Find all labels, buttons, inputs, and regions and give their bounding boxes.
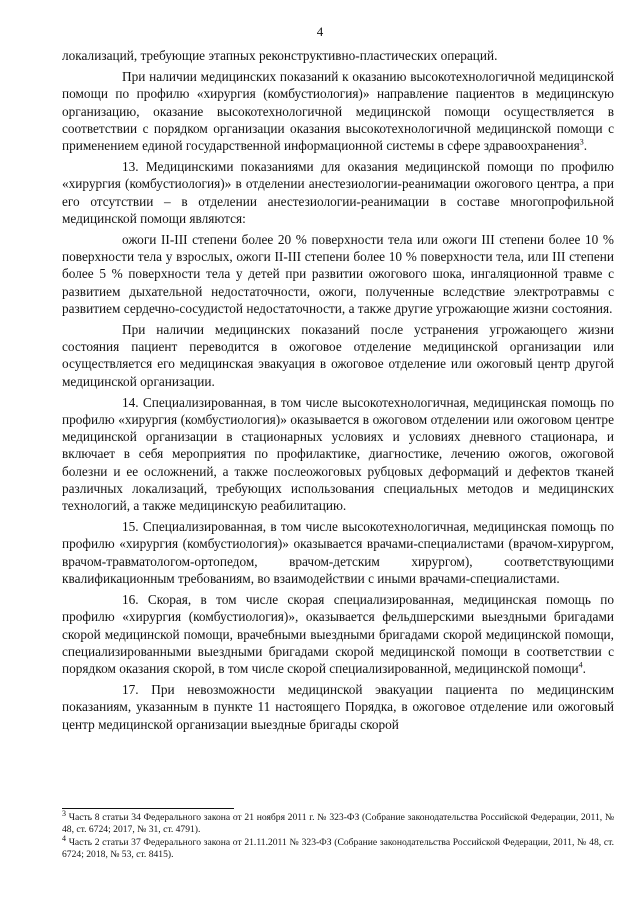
paragraph-15: 15. Специализированная, в том числе высокотехнологичная, медицинская помощь по профилю «хирургия (комбустиология)» оказывается врачами-специалистами (врачом-хирургом, врачом-травматологом-ортопедом, врачом-детским хирургом), соответствующими квалификационным требованиям, во взаимодействии с иными врачами-специалистами.	[62, 519, 614, 586]
paragraph-ending: .	[582, 660, 586, 676]
paragraph-13: 13. Медицинскими показаниями для оказания медицинской помощи по профилю «хирургия (комбустиология)» в отделении анестезиологии-реанимации ожогового центра, а при его отсутствии – в отделении анестезиологии-реанимации в составе многопрофильной медицинской помощи являются:	[62, 159, 614, 226]
paragraph-high-tech-care	[62, 68, 614, 154]
paragraph-text: При наличии медицинских показаний к оказанию высокотехнологичной медицинской помощи по профилю «хирургия (комбустиология)» направление пациентов в медицинскую организацию, оказание высокотехнологичной медицинской помощи осуществляется в соответствии с порядком организации оказания высокотехнологичной медицинской помощи с применением единой государственной информационной системы в сфере здравоохранения	[62, 69, 614, 154]
footnote-ref-3: 3	[579, 137, 584, 147]
paragraph-text: 16. Скорая, в том числе скорая специализированная, медицинская помощь по профилю «хирургия (комбустиология)», оказывается фельдшерскими выездными бригадами скорой медицинской помощи, врачебными выездными бригадами скорой медицинской помощи, специализированными выездными бригадами скорой медицинской помощи в соответствии с порядком оказания скорой, в том числе скорой специализированной, медицинской помощи	[62, 592, 614, 676]
footnote-divider	[62, 808, 234, 809]
paragraph-continuation: локализаций, требующие этапных реконструктивно-пластических операций.	[62, 48, 498, 63]
paragraph-14: 14. Специализированная, в том числе высокотехнологичная, медицинская помощь по профилю «хирургия (комбустиология)» оказывается в ожоговом отделении или ожоговом центре медицинской организации в стационарных условиях и условиях дневного стационара, и включает в себя мероприятия по профилактике, диагностике, лечению ожогов, ожоговой болезни и ее осложнений, а также послеожоговых рубцовых деформаций и дефектов тканей различных локализаций, требующих использования специальных методов и медицинских технологий, а также медицинскую реабилитацию.	[62, 394, 614, 514]
paragraph-burn-criteria: ожоги II-III степени более 20 % поверхности тела или ожоги III степени более 10 % поверхности тела у взрослых, ожоги II-III степени более 10 % поверхности тела, или III степени более 5 % поверхности тела у детей при развитии ожогового шока, ингаляционной травме с развитием дыхательной недостаточности, ожоги, полученные вследствие электротравмы с развитием сердечно-сосудистой недостаточности, а также другие угрожающие жизни состояния.	[62, 232, 614, 316]
paragraph-16	[62, 591, 614, 677]
paragraph-17: 17. При невозможности медицинской эвакуации пациента по медицинским показаниям, указанным в пункте 11 настоящего Порядка, в ожоговое отделение или ожоговый центр медицинской организации выездные бригады скорой	[62, 682, 614, 732]
paragraph-transfer: При наличии медицинских показаний после устранения угрожающего жизни состояния пациент переводится в ожоговое отделение медицинской организации или осуществляется его медицинская эвакуация в ожоговое отделение или ожоговый центр другой медицинской организации.	[62, 322, 614, 389]
footnote-text: Часть 2 статьи 37 Федерального закона от 21.11.2011 № 323-ФЗ (Собрание законодательства Российской Федерации, 2011, № 48, ст. 6724; 2018, № 53, ст. 8415).	[62, 836, 614, 861]
footnote-text: Часть 8 статьи 34 Федерального закона от 21 ноября 2011 г. № 323-ФЗ (Собрание законодательства Российской Федерации, 2011, № 48, ст. 6724; 2017, № 31, ст. 4791).	[62, 812, 614, 836]
paragraph-ending: .	[583, 138, 588, 154]
footnote-ref-4: 4	[578, 660, 583, 670]
footnotes	[62, 808, 614, 862]
page-number: 4	[316, 24, 324, 39]
document-body	[62, 47, 614, 737]
footnote-3	[62, 808, 614, 837]
footnote-marker: 3	[62, 808, 66, 818]
footnote-marker: 4	[62, 833, 66, 843]
footnote-4	[62, 833, 614, 862]
